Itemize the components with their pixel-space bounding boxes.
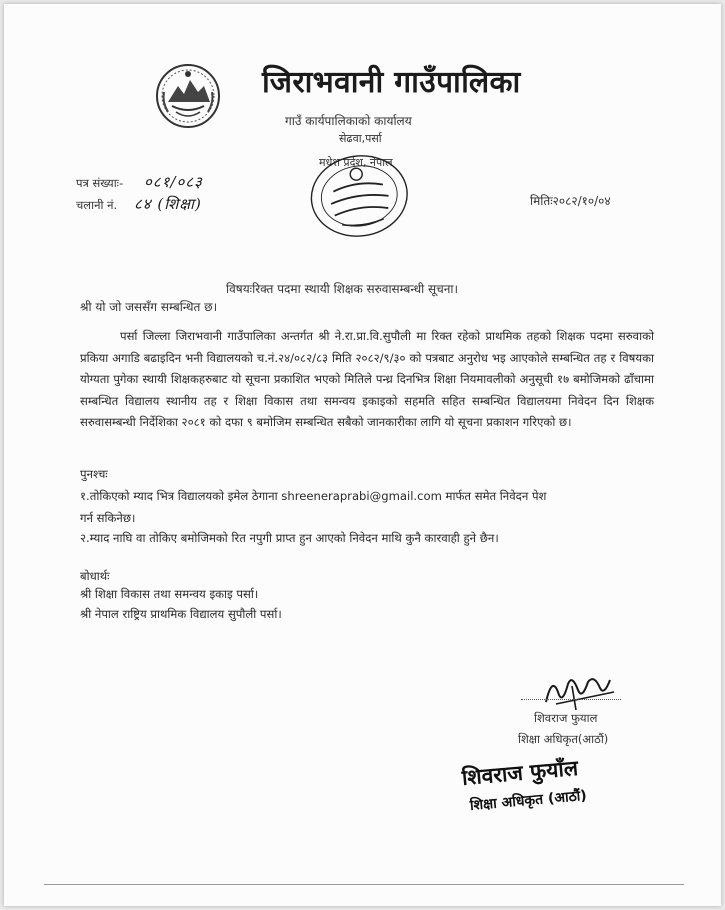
province-line: मधेश प्रदेश, नेपाल	[319, 156, 393, 169]
signatory-title: शिक्षा अधिकृत(आठौं)	[518, 732, 609, 746]
name-stamp-name: शिवराज फुयाँल	[460, 755, 579, 790]
handwritten-signature	[516, 666, 626, 714]
nepal-emblem-icon	[154, 62, 222, 130]
patra-sankhya-value: ०८१/०८३	[144, 173, 203, 191]
punashcha-item-1: १.तोकिएको म्याद भित्र विद्यालयको इमेल ठेगाना shreeneraprabi@gmail.com मार्फत समेत निवेदन पेश गर्न सकिनेछ।	[80, 489, 547, 525]
letter-body: पर्सा जिल्ला जिराभवानी गाउँपालिका अन्तर्गत श्री ने.रा.प्रा.वि.सुपौली मा रिक्त रहेको प्राथमिक तहको शिक्षक पदमा सरुवाको प्रकिया अगाडि बढाइदिन भनी विद्यालयको च.नं.२४/०८२/८३ मिति २०८२/९/३० को पत्रबाट अनुरोध भइ आएकोले सम्बन्धित तह र विषयका योग्यता पुगेका स्थायी शिक्षकहरुबाट यो सूचना प्रकाशित भएको मितिले पन्ध्र दिनभित्र शिक्षा नियमावलीको अनुसूची १७ बमोजिमको ढाँचामा सम्बन्धित विद्यालय स्थानीय तह र शिक्षा विकास तथा समन्वय इकाइको सहमति सहित सम्बन्धित विद्यालयमा निवेदन दिन शिक्षक सरुवासम्बन्धी निर्देशिका २०८१ को दफा ९ बमोजिम सम्बन्धित सबैको जानकारीका लागि यो सूचना प्रकाशन गरिएको छ।	[80, 329, 654, 429]
letter-date: मितिः२०८२/१०/०४	[530, 194, 611, 208]
signature-line	[521, 699, 621, 700]
bodhartha-item: श्री शिक्षा विकास तथा समन्वय इकाइ पर्सा।	[80, 587, 259, 601]
bodhartha-item: श्री नेपाल राष्ट्रिय प्राथमिक विद्यालय सुपौली पर्सा।	[80, 607, 282, 621]
letter-salutation: श्री यो जो जससँग सम्बन्धित छ।	[80, 300, 218, 314]
bodhartha-label: बोधार्थः	[80, 569, 110, 583]
chalani-label: चलानी नं.	[76, 198, 118, 212]
page-title: जिराभवानी गाउँपालिका	[262, 65, 521, 100]
office-name: गाउँ कार्यपालिकाको कार्यालय	[285, 114, 412, 128]
office-address: सेढवा,पर्सा	[339, 132, 382, 145]
punashcha-item-2: २.म्याद नाघि वा तोकिए बमोजिमको रित नपुगी प्राप्त हुन आएको निवेदन माथि कुनै कारवाही हुने छैन।	[80, 531, 499, 545]
letter-subject: विषयःरिक्त पदमा स्थायी शिक्षक सरुवासम्बन्धी सूचना।	[226, 282, 459, 296]
letter-page	[4, 4, 721, 906]
patra-sankhya-label: पत्र संख्याः-	[76, 176, 124, 190]
signatory-name: शिवराज फुयाल	[534, 711, 598, 725]
chalani-value: ८४ (शिक्षा)	[134, 195, 202, 213]
footer-divider	[44, 884, 684, 885]
punashcha-label: पुनश्चः	[80, 467, 108, 481]
name-stamp-title: शिक्षा अधिकृत (आठौं)	[469, 787, 588, 814]
office-stamp	[300, 144, 418, 244]
